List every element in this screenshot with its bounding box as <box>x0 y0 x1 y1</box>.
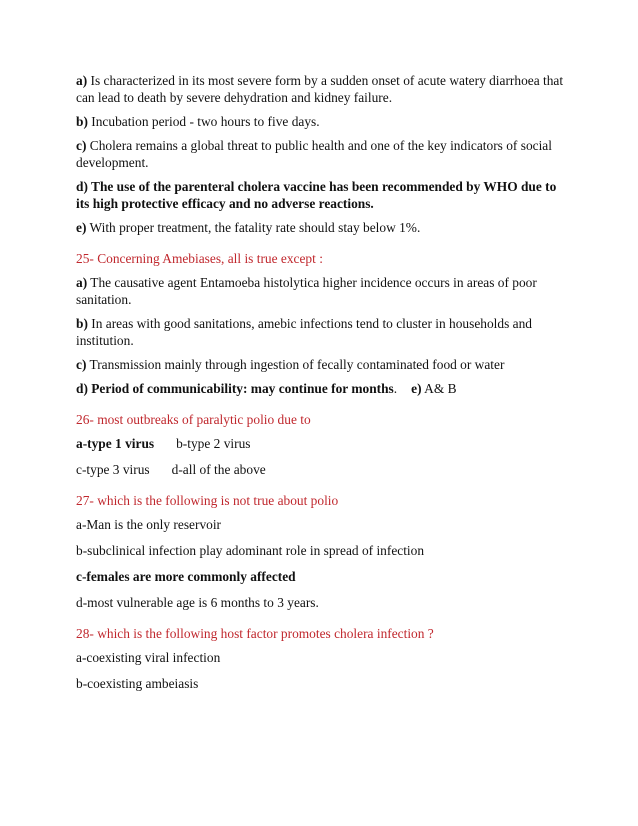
option-text: Is characterized in its most severe form by a sudden onset of acute watery diarrhoea that can lead to death by severe dehydration and kidney failure. <box>76 73 564 105</box>
q26-options-cd <box>76 461 566 478</box>
q25-option-d-e <box>76 380 566 397</box>
option-letter: c) <box>76 138 87 153</box>
option-text: With proper treatment, the fatality rate should stay below 1%. <box>89 220 421 235</box>
q26-options-ab <box>76 435 566 452</box>
q24-option-b <box>76 113 566 130</box>
q25-option-b <box>76 315 566 349</box>
option-letter: b) <box>76 114 88 129</box>
option-letter: c) <box>76 357 87 372</box>
q28-option-a: a-coexisting viral infection <box>76 650 221 665</box>
option-text: Incubation period - two hours to five days. <box>91 114 320 129</box>
q24-option-a <box>76 72 566 106</box>
q25-option-d: d) Period of communicability: may continue for months <box>76 381 394 396</box>
q27-option-b: b-subclinical infection play adominant role in spread of infection <box>76 543 425 558</box>
q24-option-c <box>76 137 566 171</box>
q25-question: 25- Concerning Amebiases, all is true except : <box>76 251 323 266</box>
q25-option-e: A& B <box>424 381 457 396</box>
option-letter: b) <box>76 316 88 331</box>
q25-option-a <box>76 274 566 308</box>
q26-option-d: d-all of the above <box>171 462 266 477</box>
q26-option-b: b-type 2 virus <box>176 436 251 451</box>
option-text: In areas with good sanitations, amebic infections tend to cluster in households and institution. <box>76 316 532 348</box>
q26-question: 26- most outbreaks of paralytic polio due to <box>76 412 311 427</box>
option-text: Cholera remains a global threat to public health and one of the key indicators of social development. <box>76 138 552 170</box>
q27-option-c: c-females are more commonly affected <box>76 569 296 584</box>
option-text: Transmission mainly through ingestion of fecally contaminated food or water <box>89 357 505 372</box>
q27-question: 27- which is the following is not true about polio <box>76 493 339 508</box>
q26-option-c: c-type 3 virus <box>76 462 150 477</box>
q28-option-b: b-coexisting ambeiasis <box>76 676 199 691</box>
option-text: The causative agent Entamoeba histolytica higher incidence occurs in areas of poor sanitation. <box>76 275 537 307</box>
q24-option-d: d) The use of the parenteral cholera vaccine has been recommended by WHO due to its high protective efficacy and no adverse reactions. <box>76 179 557 211</box>
q24-option-e <box>76 219 566 236</box>
option-letter: a) <box>76 275 88 290</box>
q27-option-a: a-Man is the only reservoir <box>76 517 222 532</box>
document-content <box>76 72 566 701</box>
option-letter: e) <box>411 381 422 396</box>
q26-option-a: a-type 1 virus <box>76 436 155 451</box>
q27-option-d: d-most vulnerable age is 6 months to 3 years. <box>76 595 319 610</box>
q25-option-c <box>76 356 566 373</box>
option-dot: . <box>393 381 398 396</box>
q28-question: 28- which is the following host factor promotes cholera infection ? <box>76 626 434 641</box>
option-letter: e) <box>76 220 87 235</box>
option-letter: a) <box>76 73 88 88</box>
